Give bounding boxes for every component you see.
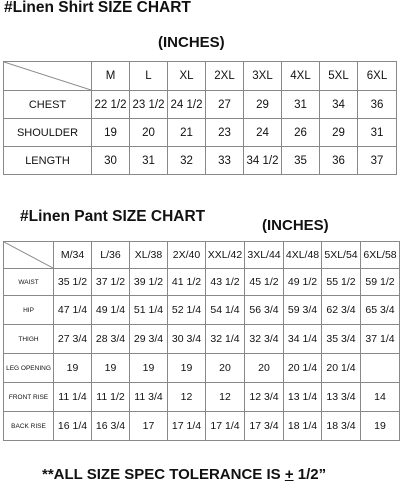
- shirt-cell: 20: [130, 119, 168, 147]
- pant-cell: 19: [361, 412, 400, 441]
- pant-size-header: XXL/42: [206, 242, 245, 269]
- shirt-row-chest: [4, 91, 397, 119]
- pant-cell: 11 1/4: [54, 383, 92, 412]
- pant-cell: 51 1/4: [130, 296, 168, 325]
- shirt-cell: 30: [92, 147, 130, 175]
- pant-cell: 12: [168, 383, 206, 412]
- pant-cell: 27 3/4: [54, 325, 92, 354]
- pant-chart-title: #Linen Pant SIZE CHART: [20, 208, 206, 225]
- pant-cell: 17 1/4: [168, 412, 206, 441]
- pant-cell: 62 3/4: [322, 296, 361, 325]
- pant-cell: 19: [92, 354, 130, 383]
- shirt-cell: 21: [168, 119, 206, 147]
- pant-size-header: 5XL/54: [322, 242, 361, 269]
- shirt-cell: 19: [92, 119, 130, 147]
- pant-cell: [361, 354, 400, 383]
- pant-cell: 11 3/4: [130, 383, 168, 412]
- pant-cell: 20: [206, 354, 245, 383]
- shirt-row-label: CHEST: [4, 91, 92, 119]
- shirt-row-label: LENGTH: [4, 147, 92, 175]
- shirt-size-header: 5XL: [320, 62, 358, 91]
- pant-cell: 13 3/4: [322, 383, 361, 412]
- shirt-size-table: [3, 61, 397, 175]
- pant-row-label: LEG OPENING: [4, 354, 54, 383]
- shirt-row-label: SHOULDER: [4, 119, 92, 147]
- pant-cell: 54 1/4: [206, 296, 245, 325]
- pant-size-header: XL/38: [130, 242, 168, 269]
- pant-cell: 18 3/4: [322, 412, 361, 441]
- pant-cell: 41 1/2: [168, 269, 206, 296]
- pant-cell: 56 3/4: [245, 296, 284, 325]
- pant-cell: 11 1/2: [92, 383, 130, 412]
- pant-cell: 49 1/4: [92, 296, 130, 325]
- shirt-row-length: [4, 147, 397, 175]
- pant-corner-cell: [4, 242, 54, 269]
- shirt-cell: 23: [206, 119, 244, 147]
- pant-cell: 30 3/4: [168, 325, 206, 354]
- pant-cell: 49 1/2: [284, 269, 322, 296]
- shirt-cell: 27: [206, 91, 244, 119]
- shirt-corner-cell: [4, 62, 92, 91]
- pant-cell: 20 1/4: [322, 354, 361, 383]
- pant-size-header: M/34: [54, 242, 92, 269]
- pant-row-back-rise: [4, 412, 400, 441]
- shirt-size-header: 4XL: [282, 62, 320, 91]
- pant-cell: 47 1/4: [54, 296, 92, 325]
- pant-cell: 12: [206, 383, 245, 412]
- shirt-cell: 34 1/2: [244, 147, 282, 175]
- pant-size-header: L/36: [92, 242, 130, 269]
- pant-cell: 37 1/4: [361, 325, 400, 354]
- tolerance-note: [42, 466, 326, 483]
- shirt-cell: 31: [358, 119, 397, 147]
- pant-size-header: 3XL/44: [245, 242, 284, 269]
- shirt-cell: 37: [358, 147, 397, 175]
- pant-cell: 52 1/4: [168, 296, 206, 325]
- pant-cell: 17 1/4: [206, 412, 245, 441]
- pant-cell: 19: [130, 354, 168, 383]
- shirt-cell: 23 1/2: [130, 91, 168, 119]
- shirt-size-header: 3XL: [244, 62, 282, 91]
- pant-cell: 20 1/4: [284, 354, 322, 383]
- pant-cell: 28 3/4: [92, 325, 130, 354]
- plus-minus-symbol: +: [284, 466, 294, 483]
- shirt-cell: 24: [244, 119, 282, 147]
- pant-row-label: WAIST: [4, 269, 54, 296]
- shirt-units-label: (INCHES): [158, 34, 225, 51]
- pant-row-hip: [4, 296, 400, 325]
- pant-cell: 35 3/4: [322, 325, 361, 354]
- pant-size-table: [3, 241, 400, 441]
- pant-cell: 43 1/2: [206, 269, 245, 296]
- shirt-cell: 33: [206, 147, 244, 175]
- pant-cell: 65 3/4: [361, 296, 400, 325]
- pant-row-thigh: [4, 325, 400, 354]
- pant-cell: 32 1/4: [206, 325, 245, 354]
- pant-cell: 32 3/4: [245, 325, 284, 354]
- pant-row-label: HIP: [4, 296, 54, 325]
- shirt-cell: 26: [282, 119, 320, 147]
- pant-cell: 45 1/2: [245, 269, 284, 296]
- pant-cell: 19: [54, 354, 92, 383]
- pant-cell: 16 3/4: [92, 412, 130, 441]
- pant-units-label: (INCHES): [262, 217, 329, 234]
- shirt-cell: 22 1/2: [92, 91, 130, 119]
- shirt-chart-title: #Linen Shirt SIZE CHART: [4, 0, 191, 16]
- pant-cell: 59 3/4: [284, 296, 322, 325]
- pant-cell: 55 1/2: [322, 269, 361, 296]
- pant-cell: 19: [168, 354, 206, 383]
- pant-cell: 20: [245, 354, 284, 383]
- shirt-cell: 32: [168, 147, 206, 175]
- pant-cell: 34 1/4: [284, 325, 322, 354]
- shirt-cell: 35: [282, 147, 320, 175]
- shirt-cell: 29: [320, 119, 358, 147]
- pant-cell: 29 3/4: [130, 325, 168, 354]
- pant-row-label: THIGH: [4, 325, 54, 354]
- shirt-cell: 31: [282, 91, 320, 119]
- shirt-row-shoulder: [4, 119, 397, 147]
- pant-cell: 18 1/4: [284, 412, 322, 441]
- pant-cell: 16 1/4: [54, 412, 92, 441]
- pant-cell: 35 1/2: [54, 269, 92, 296]
- pant-cell: 39 1/2: [130, 269, 168, 296]
- shirt-size-header: XL: [168, 62, 206, 91]
- shirt-size-header: L: [130, 62, 168, 91]
- pant-cell: 17: [130, 412, 168, 441]
- pant-row-label: FRONT RISE: [4, 383, 54, 412]
- pant-cell: 17 3/4: [245, 412, 284, 441]
- tolerance-prefix: **ALL SIZE SPEC TOLERANCE IS: [42, 466, 285, 483]
- pant-header-row: [4, 242, 400, 269]
- pant-size-header: 2X/40: [168, 242, 206, 269]
- shirt-size-header: 6XL: [358, 62, 397, 91]
- shirt-cell: 36: [320, 147, 358, 175]
- shirt-size-header: 2XL: [206, 62, 244, 91]
- pant-cell: 37 1/2: [92, 269, 130, 296]
- pant-cell: 12 3/4: [245, 383, 284, 412]
- pant-size-header: 4XL/48: [284, 242, 322, 269]
- tolerance-suffix: 1/2”: [293, 466, 327, 483]
- pant-row-label: BACK RISE: [4, 412, 54, 441]
- pant-cell: 59 1/2: [361, 269, 400, 296]
- pant-cell: 14: [361, 383, 400, 412]
- pant-row-front-rise: [4, 383, 400, 412]
- pant-size-header: 6XL/58: [361, 242, 400, 269]
- shirt-cell: 31: [130, 147, 168, 175]
- shirt-cell: 34: [320, 91, 358, 119]
- shirt-size-header: M: [92, 62, 130, 91]
- shirt-cell: 29: [244, 91, 282, 119]
- pant-row-leg-opening: [4, 354, 400, 383]
- shirt-cell: 36: [358, 91, 397, 119]
- shirt-header-row: [4, 62, 397, 91]
- pant-cell: 13 1/4: [284, 383, 322, 412]
- pant-row-waist: [4, 269, 400, 296]
- shirt-cell: 24 1/2: [168, 91, 206, 119]
